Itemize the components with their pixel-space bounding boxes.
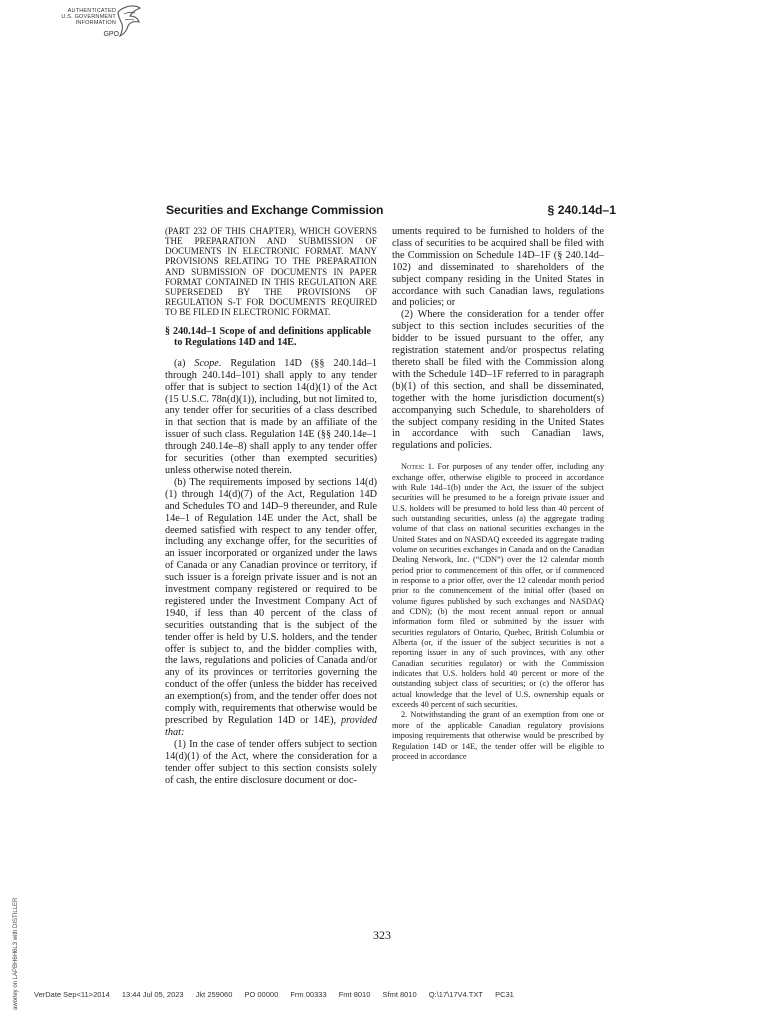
left-text-column bbox=[165, 226, 377, 786]
paragraph-b-1: (1) In the case of tender offers subject to section 14(d)(1) of the Act, where the consideration for a tender offer subject to this section consists solely of cash, the entire disclosure document or doc- bbox=[165, 738, 377, 786]
running-head-section: § 240.14d–1 bbox=[547, 203, 616, 217]
slug-item: PC31 bbox=[495, 990, 514, 999]
slug-item: Fmt 8010 bbox=[338, 990, 371, 999]
paragraph-b bbox=[165, 477, 377, 739]
seal-text-line: INFORMATION bbox=[75, 20, 116, 26]
slug-item: Q:\17\17V4.TXT bbox=[428, 990, 483, 999]
slug-item: Jkt 259060 bbox=[195, 990, 233, 999]
paragraph-b-proviso: provided that: bbox=[165, 715, 377, 738]
seal-text-line: U.S. GOVERNMENT bbox=[61, 14, 116, 20]
gpo-authentication-seal bbox=[58, 4, 142, 44]
paragraph-b-2: (2) Where the consideration for a tender offer subject to this section includes securities of the bidder to be issued pursuant to the offer, any registration statement and/or prospectus relating thereto shall be filed with the Commission along with the Schedule 14D–1F referred to in paragraph (b)(1) of this section, and shall be disseminated, together with the home jurisdiction document(s) accompanying such Schedule, to shareholders of the subject company residing in the United States in accordance with such Canadian laws, regulations and policies. bbox=[392, 309, 604, 452]
slug-item: Sfmt 8010 bbox=[382, 990, 417, 999]
running-head-agency: Securities and Exchange Commission bbox=[166, 203, 384, 217]
slug-item: Frm 00333 bbox=[290, 990, 327, 999]
slug-item: PO 00000 bbox=[244, 990, 279, 999]
slug-item: 13:44 Jul 05, 2023 bbox=[121, 990, 184, 999]
vertical-side-note: aworley on LAPBH6H6L3 with DISTILLER bbox=[13, 897, 19, 1010]
paragraph-b-text: (b) The requirements imposed by sections 14(d)(1) through 14(d)(7) of the Act, Regulation 14D and Schedules TO and 14D–9 thereunder, and Rule 14e–1 of Regulation 14E under the Act, shall be deemed satisfied with respect to any tender offer, including any exchange offer, for the securities of an issuer incorporated or organized under the laws of Canada or any Canadian province or territory, if such issuer is a foreign private issuer and is not an investment company registered or required to be registered under the Investment Company Act of 1940, if less than 40 percent of the class of securities outstanding that is the subject of the tender offer is held by U.S. holders, and the tender offer is subject to, and the bidder complies with, the laws, regulations and policies of Canada and/or any of its provinces or territories governing the conduct of the offer (unless the bidder has received an exemption(s) from, and the tender offer does not comply with, requirements that otherwise would be prescribed by Regulation 14D or 14E), bbox=[165, 476, 377, 726]
paragraph-a-scope-term: Scope. bbox=[194, 357, 222, 369]
paragraph-a-label: (a) bbox=[174, 357, 186, 369]
printer-slug-line bbox=[34, 990, 524, 999]
electronic-filing-note: (PART 232 OF THIS CHAPTER), WHICH GOVERNS THE PREPARATION AND SUBMISSION OF DOCUMENTS IN ELECTRONIC FORMAT. MANY PROVISIONS RELATING TO THE PREPARATION AND SUBMISSION OF DOCUMENTS IN PAPER FORMAT CONTAINED IN THIS REGULATION ARE SUPERSEDED BY THE PROVISIONS OF REGULATION S-T FOR DOCUMENTS REQUIRED TO BE FILED IN ELECTRONIC FORMAT. bbox=[165, 226, 377, 318]
slug-item: VerDate Sep<11>2014 bbox=[34, 990, 110, 999]
notes-label: Notes: bbox=[401, 462, 425, 472]
page-number: 323 bbox=[373, 928, 391, 942]
right-text-column bbox=[392, 226, 604, 762]
note-2: 2. Notwithstanding the grant of an exemption from one or more of the applicable Canadian regulatory provisions imposing requirements that otherwise would be prescribed by Regulation 14D or 14E, the tender offer will be eligible to proceed in accordance bbox=[392, 710, 604, 761]
seal-gpo-text: GPO bbox=[103, 31, 119, 38]
note-1-text: 1. For purposes of any tender offer, including any exchange offer, otherwise eligible to proceed in accordance with Rule 14d–1(b) under the Act, the issuer of the subject securities will be presumed to be a foreign private issuer and U.S. holders will be presumed to hold less than 40 percent of such outstanding securities, unless (a) the aggregate trading volume of that class on national securities exchanges in the United States and on NASDAQ exceeded its aggregate trading volume on securities exchanges in Canada and on the Canadian Dealing Network, Inc. (“CDN”) over the 12 calendar month period prior to commencement of this offer, or if commenced in response to a prior offer, over the 12 calendar month period prior to the commencement of the initial offer (based on volume figures published by such exchanges and NASDAQ and CDN); (b) the most recent annual report or annual information form filed or submitted by the issuer with securities regulators of Ontario, Quebec, British Columbia or Alberta (or, if the issuer of the subject securities is not a reporting issuer in any of such provinces, with any other Canadian securities regulator) or with the Commission indicates that U.S. holders hold 40 percent or more of the outstanding subject class of securities; or (c) the offeror has actual knowledge that the level of U.S. ownership equals or exceeds 40 percent of such securities. bbox=[392, 462, 605, 710]
paragraph-a-text: Regulation 14D (§§ 240.14d–1 through 240.14d–101) shall apply to any tender offer that is subject to section 14(d)(1) of the Act (15 U.S.C. 78n(d)(1)), including, but not limited to, any tender offer for securities of a class described in that section that is made by an affiliate of the issuer of such class. Regulation 14E (§§ 240.14e–1 through 240.14e–8) shall apply to any tender offer for securities (other than exempted securities) unless otherwise noted therein. bbox=[165, 357, 378, 476]
paragraph-a bbox=[165, 358, 377, 477]
paragraph-b-1-continued: uments required to be furnished to holders of the class of securities to be acquired shall be filed with the Commission on Schedule 14D–1F (§ 240.14d–102) and disseminated to shareholders of the subject company residing in the United States in accordance with such Canadian laws, regulations and policies; or bbox=[392, 226, 604, 309]
seal-text-line: AUTHENTICATED bbox=[67, 8, 116, 14]
section-heading: § 240.14d–1 Scope of and definitions applicable to Regulations 14D and 14E. bbox=[165, 326, 371, 349]
note-1 bbox=[392, 462, 604, 710]
eagle-logo-icon bbox=[114, 4, 142, 38]
notes-spacer bbox=[392, 452, 604, 462]
